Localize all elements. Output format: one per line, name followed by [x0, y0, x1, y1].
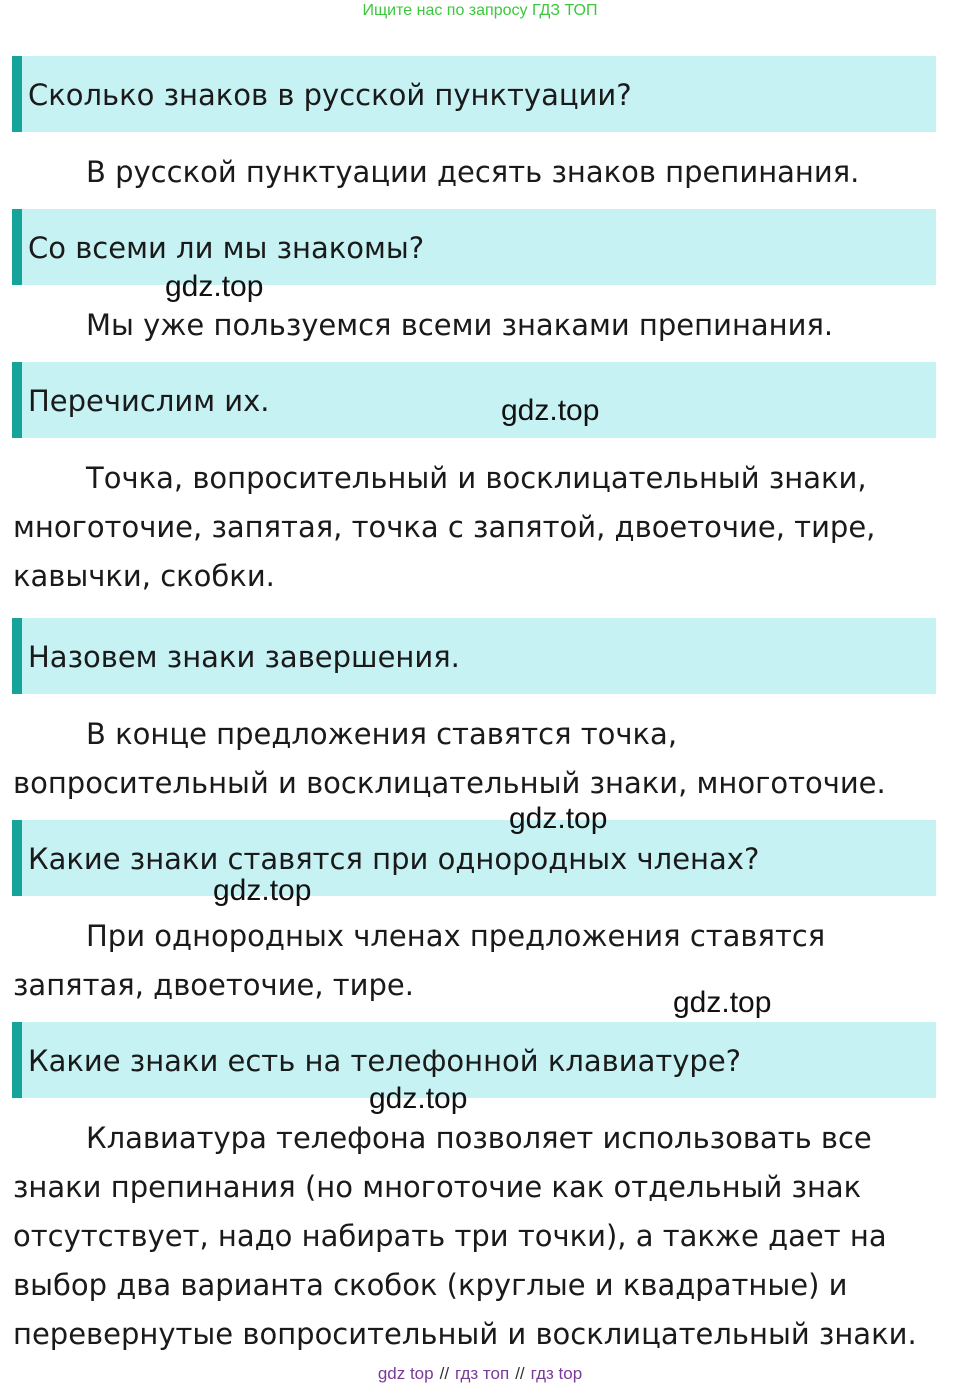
answer-3: Точка, вопросительный и восклицательный знаки, многоточие, запятая, точка с запятой, двоеточие, тире, кавычки, скобки. — [13, 461, 876, 593]
answer-5: При однородных членах предложения ставятся запятая, двоеточие, тире. — [13, 919, 826, 1002]
watermark: gdz.top — [165, 270, 264, 303]
question-4: Назовем знаки завершения. — [28, 640, 460, 674]
watermark: gdz.top — [509, 802, 608, 835]
question-1: Сколько знаков в русской пунктуации? — [28, 78, 632, 112]
question-5: Какие знаки ставятся при однородных членах? — [28, 842, 760, 876]
footer-link-gdz-top[interactable]: gdz top — [377, 1364, 434, 1383]
footer-separator: // — [515, 1364, 525, 1383]
watermark: gdz.top — [501, 394, 600, 427]
watermark: gdz.top — [369, 1082, 468, 1115]
footer-links — [0, 1362, 960, 1386]
footer-link-gdz-top-ru[interactable]: гдз топ — [455, 1364, 510, 1383]
answer-2: Мы уже пользуемся всеми знаками препинания. — [86, 308, 834, 342]
watermark: gdz.top — [673, 986, 772, 1019]
watermark: gdz.top — [213, 874, 312, 907]
question-6: Какие знаки есть на телефонной клавиатуре? — [28, 1044, 742, 1078]
footer-link-gdz-top-mixed[interactable]: гдз top — [530, 1364, 583, 1383]
footer-separator: // — [439, 1364, 450, 1383]
question-2: Со всеми ли мы знакомы? — [28, 231, 425, 265]
answer-1: В русской пунктуации десять знаков препинания. — [86, 155, 860, 189]
answer-4: В конце предложения ставятся точка, вопросительный и восклицательный знаки, многоточие. — [13, 717, 886, 800]
question-3: Перечислим их. — [28, 384, 270, 418]
answer-6: Клавиатура телефона позволяет использовать все знаки препинания (но многоточие как отдельный знак отсутствует, надо набирать три точки), а также дает на выбор два варианта скобок (круглые и квадратные) и перевернутые вопросительный и восклицательный знаки. — [13, 1121, 917, 1351]
search-hint-banner: Ищите нас по запросу ГДЗ ТОП — [362, 2, 598, 19]
